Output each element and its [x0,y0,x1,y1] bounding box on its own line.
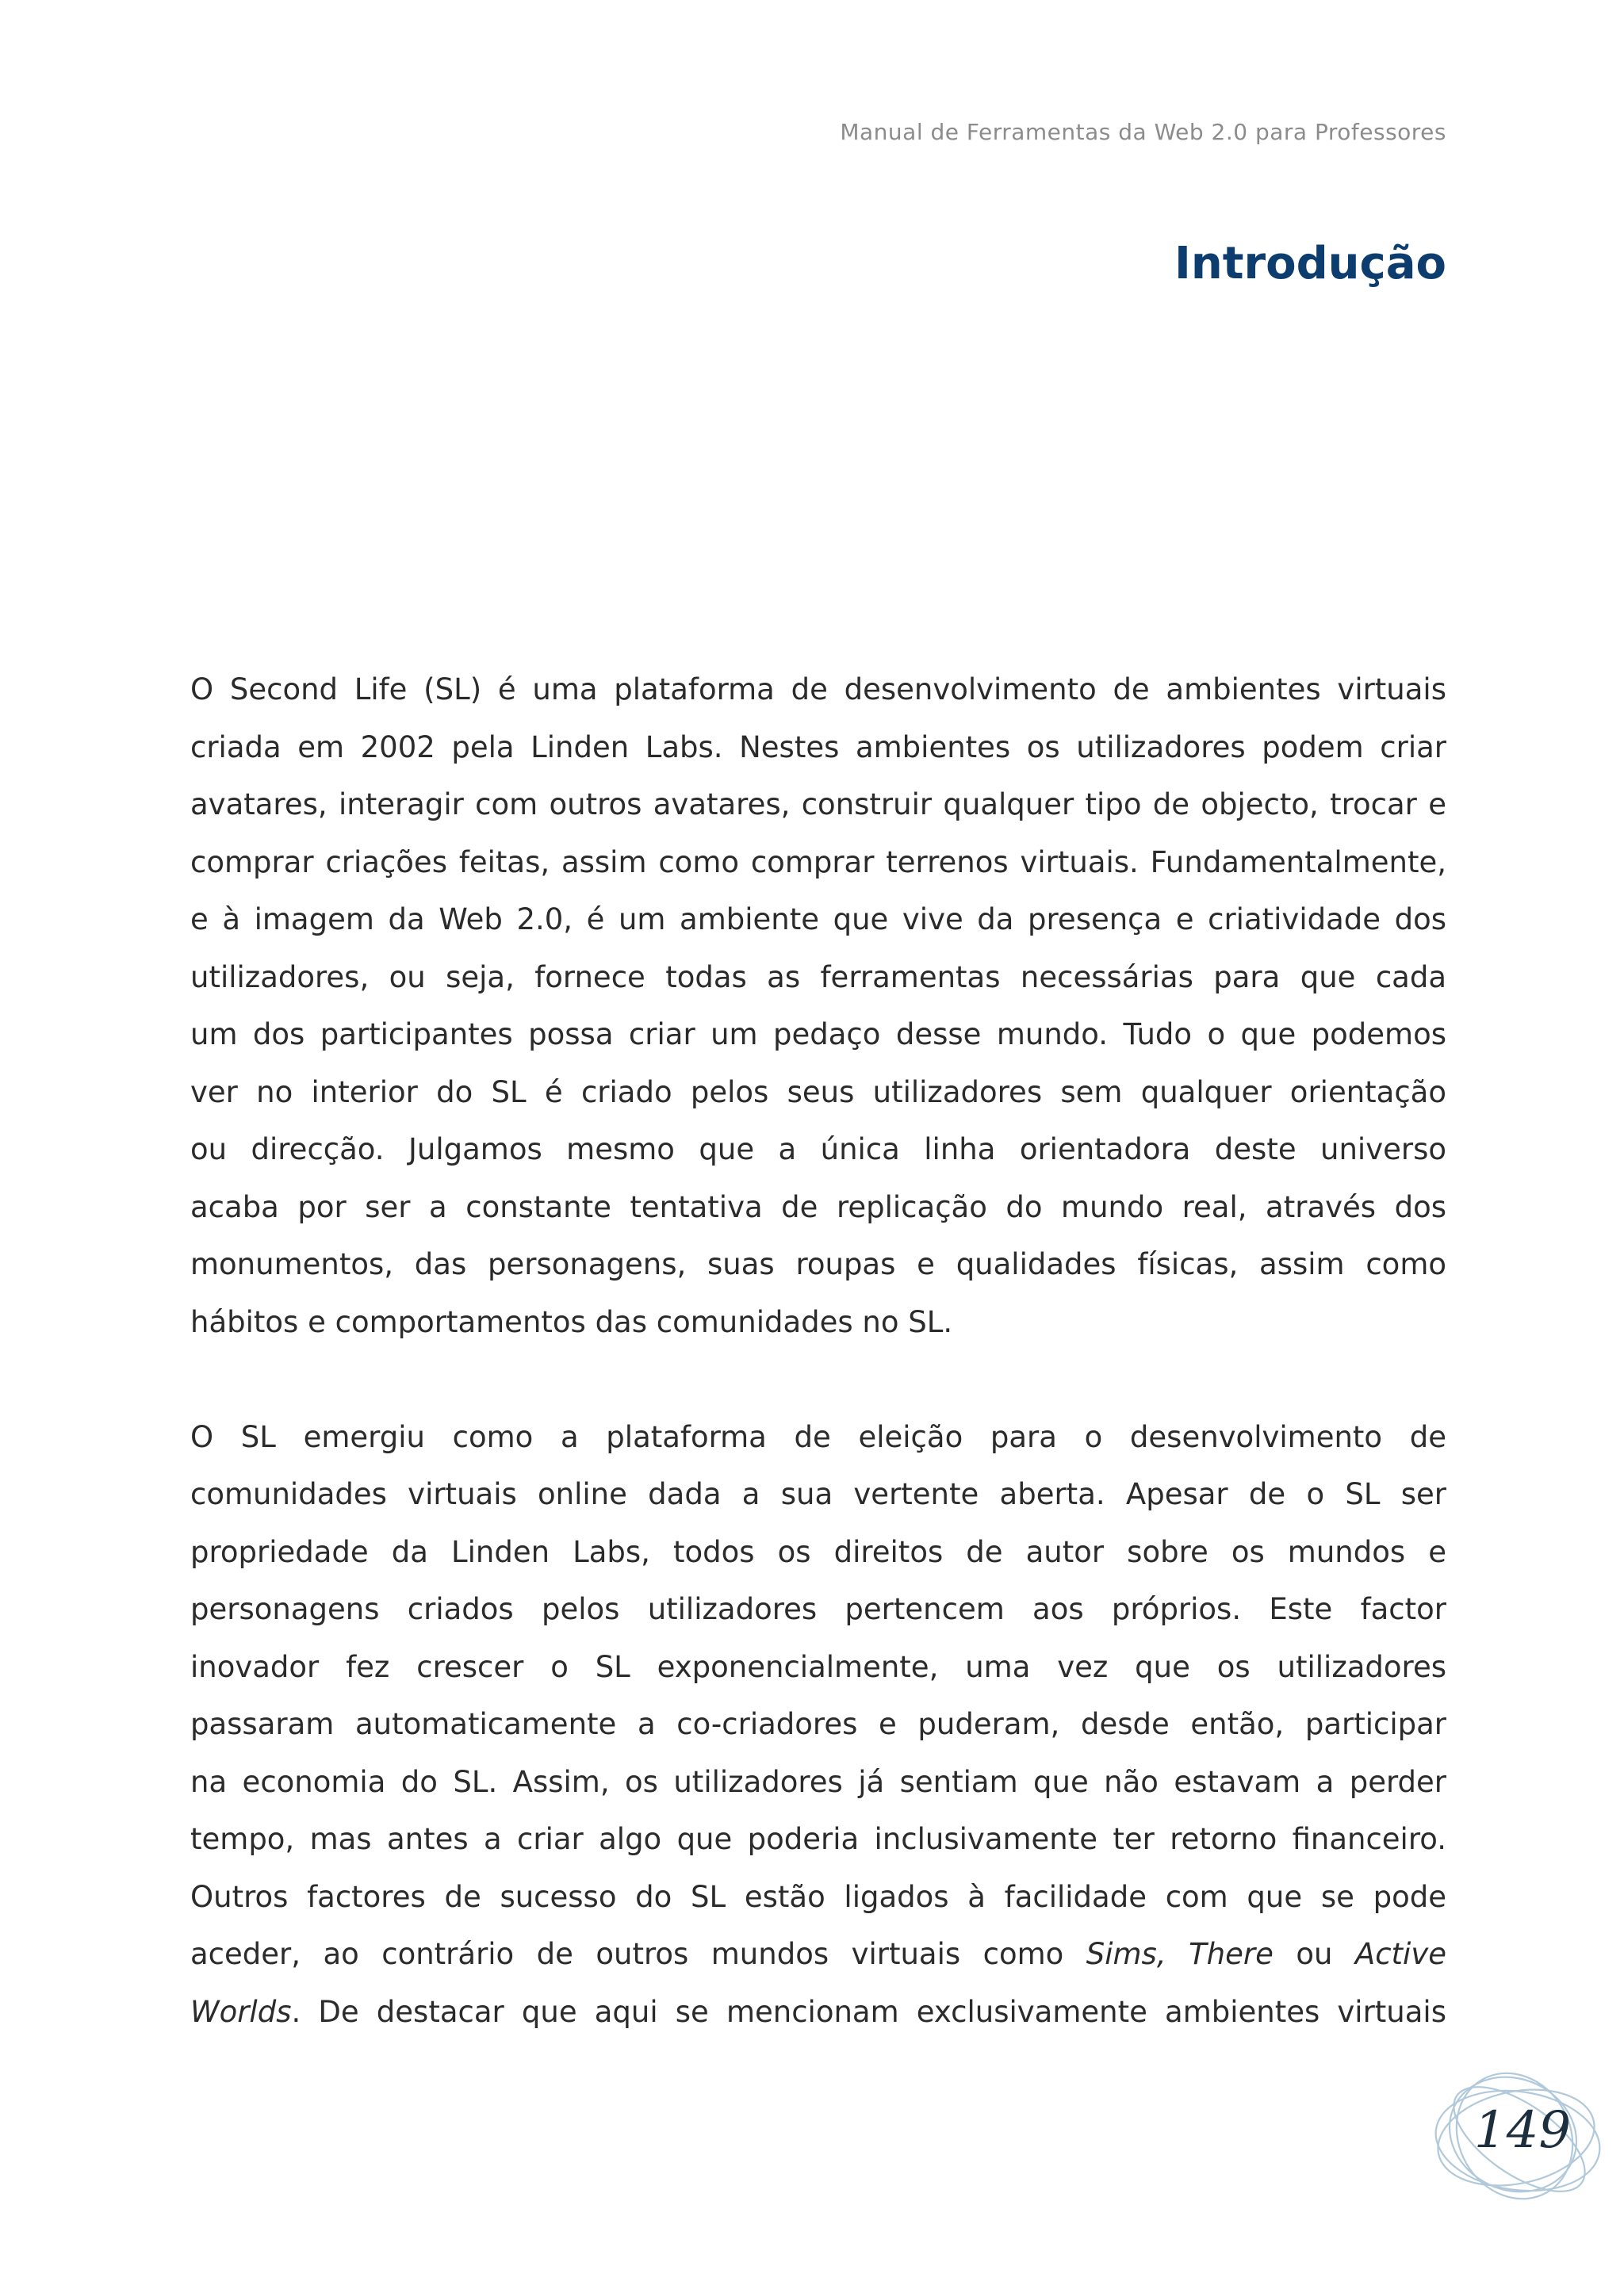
page-number: 149 [1473,2101,1572,2160]
text-line: ou direcção. Julgamos mesmo que a única linha orientadora deste universo [190,1132,1446,1166]
paragraph-spacer [190,1351,1446,1409]
text-line: Outros factores de sucesso do SL estão ligados à facilidade com que se pode [190,1879,1446,1914]
running-header: Manual de Ferramentas da Web 2.0 para Professores [840,119,1446,145]
text-line: tempo, mas antes a criar algo que poderia inclusivamente ter retorno financeiro. [190,1822,1446,1856]
text-line: inovador fez crescer o SL exponencialmente, uma vez que os utilizadores [190,1649,1446,1684]
text-line: avatares, interagir com outros avatares, construir qualquer tipo de objecto, trocar e [190,787,1446,821]
section-title: Introdução [1174,238,1446,289]
text-line: utilizadores, ou seja, fornece todas as ferramentas necessárias para que cada [190,959,1446,994]
body-text [190,661,1446,2041]
italic-title-sims-there: Sims, There [1086,1937,1274,1971]
paragraph-1 [190,661,1446,1351]
italic-title-active: Active [1354,1937,1446,1971]
text-line: ver no interior do SL é criado pelos seus utilizadores sem qualquer orientação [190,1074,1446,1109]
text-line: personagens criados pelos utilizadores pertencem aos próprios. Este factor [190,1592,1446,1626]
text-line: O Second Life (SL) é uma plataforma de desenvolvimento de ambientes virtuais [190,672,1446,706]
text-segment: aceder, ao contrário de outros mundos virtuais como [190,1937,1086,1971]
text-line: um dos participantes possa criar um pedaço desse mundo. Tudo o que podemos [190,1017,1446,1051]
text-line: propriedade da Linden Labs, todos os direitos de autor sobre os mundos e [190,1534,1446,1569]
text-line: comprar criações feitas, assim como comprar terrenos virtuais. Fundamentalmente, [190,844,1446,879]
text-line-final [190,1984,1446,2042]
text-line-italics [190,1926,1446,1984]
text-line: na economia do SL. Assim, os utilizadores já sentiam que não estavam a perder [190,1764,1446,1799]
text-line: comunidades virtuais online dada a sua vertente aberta. Apesar de o SL ser [190,1477,1446,1511]
text-line: criada em 2002 pela Linden Labs. Nestes ambientes os utilizadores podem criar [190,729,1446,764]
text-line: O SL emergiu como a plataforma de eleição para o desenvolvimento de [190,1419,1446,1454]
text-line: passaram automaticamente a co-criadores e puderam, desde então, participar [190,1707,1446,1741]
text-segment: . De destacar que aqui se mencionam exclusivamente ambientes virtuais [291,1994,1446,2029]
text-line: hábitos e comportamentos das comunidades no SL. [190,1304,953,1339]
text-line: monumentos, das personagens, suas roupas e qualidades físicas, assim como [190,1247,1446,1281]
page-number-badge [1419,2061,1610,2212]
italic-title-worlds: Worlds [190,1994,292,2029]
text-segment: ou [1273,1937,1355,1971]
text-line: acaba por ser a constante tentativa de replicação do mundo real, através dos [190,1189,1446,1224]
text-line: e à imagem da Web 2.0, é um ambiente que vive da presença e criatividade dos [190,902,1446,936]
paragraph-2 [190,1409,1446,2042]
